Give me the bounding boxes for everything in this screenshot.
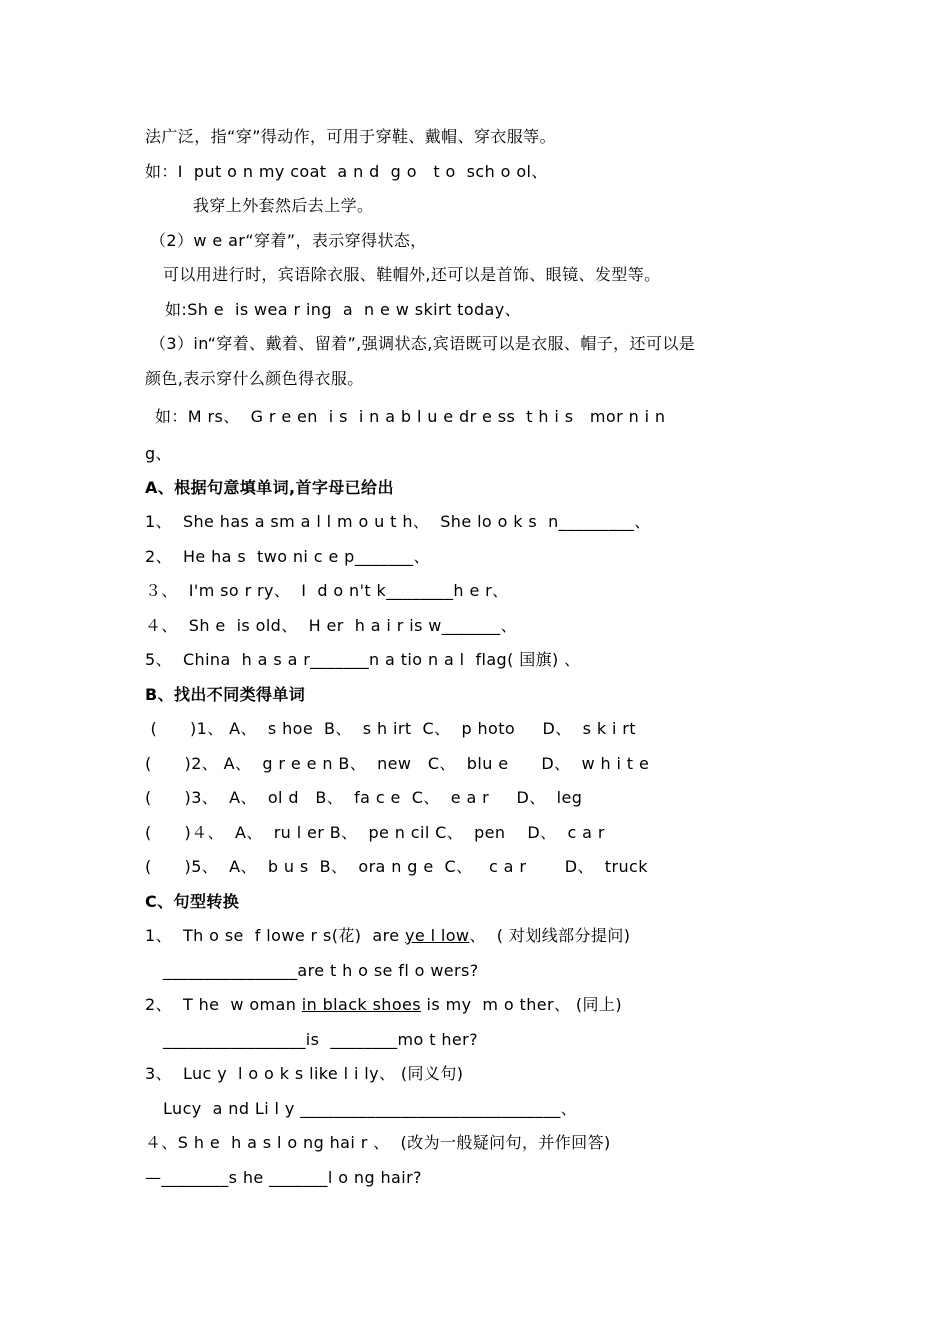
answer-blank-line: _________________is ________mo t her? <box>163 1030 479 1049</box>
question-instruction: is my m o ther、 (同上) <box>421 995 622 1014</box>
section-b-item: ( )1、 A、 s hoe B、 s h irt C、 p hoto D、 s k i rt <box>145 719 636 738</box>
intro-line-in-desc: 颜色,表示穿什么颜色得衣服。 <box>145 369 364 388</box>
section-c-question-3: 3、 Luc y l o o k s like l i ly、 (同义句) <box>145 1064 464 1083</box>
intro-line-in: （3）in“穿着、戴着、留着”,强调状态,宾语既可以是衣服、帽子，还可以是 <box>150 334 696 353</box>
question-instruction: 、 ( 对划线部分提问) <box>469 926 631 945</box>
intro-line-wear: （2）w e ar“穿着”，表示穿得状态， <box>150 231 427 250</box>
underlined-phrase: in black shoes <box>301 995 422 1014</box>
section-b-item: ( )４、 A、 ru l er B、 pe n cil C、 pen D、 c a r <box>145 823 605 842</box>
underlined-phrase: ye l low <box>404 926 470 945</box>
section-a-item: 1、 She has a sm a l l m o u t h、 She lo o k s n_________、 <box>145 512 651 531</box>
intro-example-1: 如：I put o n my coat a n d g o t o sch o ol、 <box>145 162 548 181</box>
question-text: 1、 Th o se f lowe r s(花) are <box>145 926 405 945</box>
intro-line-1: 法广泛，指“穿”得动作，可用于穿鞋、戴帽、穿衣服等。 <box>145 127 556 146</box>
section-a-item: 5、 China h a s a r_______n a tio n a l flag( 国旗) 、 <box>145 650 581 669</box>
intro-translation-1: 我穿上外套然后去上学。 <box>193 196 374 215</box>
section-c-question-1 <box>145 925 630 947</box>
intro-example-2: 如:Sh e is wea r ing a n e w skirt today、 <box>165 300 522 319</box>
section-b-item: ( )3、 A、 ol d B、 fa c e C、 e a r D、 leg <box>145 788 583 807</box>
section-c-question-2 <box>145 994 622 1016</box>
section-b-item: ( )5、 A、 b u s B、 ora n g e C、 c a r D、 truck <box>145 857 648 876</box>
question-text: 2、 T he w oman <box>145 995 302 1014</box>
section-a-item: ３、 I'm so r ry、 I d o n't k________h e r、 <box>145 581 509 600</box>
answer-blank-line: —________s he _______l o ng hair? <box>145 1168 422 1187</box>
section-c-question-4: ４、S h e h a s l o ng hai r 、 (改为一般疑问句，并作回答) <box>145 1133 611 1152</box>
answer-blank-line: ________________are t h o se fl o wers? <box>163 961 479 980</box>
answer-blank-line: Lucy a nd Li l y _______________________________、 <box>163 1099 578 1118</box>
section-c-heading: C、句型转换 <box>145 892 240 911</box>
intro-example-3-cont: g、 <box>145 444 172 463</box>
section-a-item: 2、 He ha s two ni c e p_______、 <box>145 547 430 566</box>
section-b-heading: B、找出不同类得单词 <box>145 685 306 704</box>
section-a-item: ４、 Sh e is old、 H er h a i r is w_______、 <box>145 616 517 635</box>
section-a-heading: A、根据句意填单词,首字母已给出 <box>145 478 394 497</box>
intro-example-3: 如：M rs、 G r e en i s i n a b l u e dr e ss t h i s mor n i n <box>155 407 666 426</box>
intro-line-wear-desc: 可以用进行时，宾语除衣服、鞋帽外,还可以是首饰、眼镜、发型等。 <box>163 265 661 284</box>
section-b-item: ( )2、 A、 g r e e n B、 new C、 blu e D、 w h i t e <box>145 754 650 773</box>
